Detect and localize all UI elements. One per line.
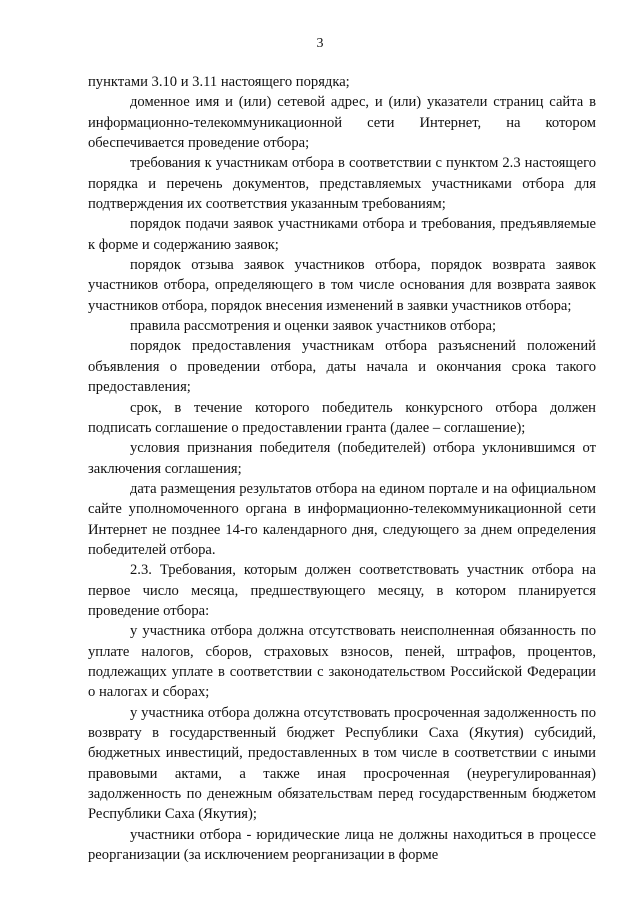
- paragraph-continuation: пунктами 3.10 и 3.11 настоящего порядка;: [88, 74, 350, 90]
- paragraph-section-2-3: 2.3. Требования, которым должен соответствовать участник отбора на первое число месяца, предшествующего месяцу, в котором планируется проведение отбора:: [88, 562, 596, 619]
- paragraph-results-publication: дата размещения результатов отбора на едином портале и на официальном сайте уполномоченного органа в информационно-телекоммуникационной сети Интернет не позднее 14-го календарного дня, следующего за днем определения победителей отбора.: [88, 480, 596, 558]
- document-body: [88, 72, 596, 865]
- paragraph-clarifications: порядок предоставления участникам отбора разъяснений положений объявления о проведении отбора, даты начала и окончания срока такого предоставления;: [88, 338, 596, 396]
- paragraph-reorganization: участники отбора - юридические лица не должны находиться в процессе реорганизации (за исключением реорганизации в форме: [88, 826, 596, 864]
- paragraph-review-rules: правила рассмотрения и оценки заявок участников отбора;: [130, 318, 497, 335]
- paragraph-signing-deadline: срок, в течение которого победитель конкурсного отбора должен подписать соглашение о предоставлении гранта (далее – соглашение);: [88, 399, 596, 436]
- paragraph-domain-name: доменное имя и (или) сетевой адрес, и (или) указатели страниц сайта в информационно-телекоммуникационной сети Интернет, на котором обеспечивается проведение отбора;: [88, 94, 596, 152]
- paragraph-budget-debt: у участника отбора должна отсутствовать просроченная задолженность по возврату в государственный бюджет Республики Саха (Якутия) субсидий, бюджетных инвестиций, предоставленных в том числе в соответствии с иными правовыми актами, а также иная просроченная (неурегулированная) задолженность по денежным обязательствам перед государственным бюджетом Республики Саха (Якутия);: [88, 704, 596, 823]
- paragraph-application-withdrawal: порядок отзыва заявок участников отбора, порядок возврата заявок участников отбора, определяющего в том числе основания для возврата заявок участников отбора, порядок внесения изменений в заявки участников отбора;: [88, 257, 596, 314]
- paragraph-participant-requirements: требования к участникам отбора в соответствии с пунктом 2.3 настоящего порядка и перечень документов, представляемых участниками отбора для подтверждения их соответствия указанным требованиям;: [88, 155, 596, 213]
- paragraph-evasion-conditions: условия признания победителя (победителей) отбора уклонившимся от заключения соглашения;: [88, 440, 596, 477]
- paragraph-tax-obligations: у участника отбора должна отсутствовать неисполненная обязанность по уплате налогов, сборов, страховых взносов, пеней, штрафов, процентов, подлежащих уплате в соответствии с законодательством Российской Федерации о налогах и сборах;: [88, 623, 596, 701]
- page-number: 3: [316, 36, 324, 51]
- paragraph-application-submission: порядок подачи заявок участниками отбора и требования, предъявляемые к форме и содержанию заявок;: [88, 216, 596, 253]
